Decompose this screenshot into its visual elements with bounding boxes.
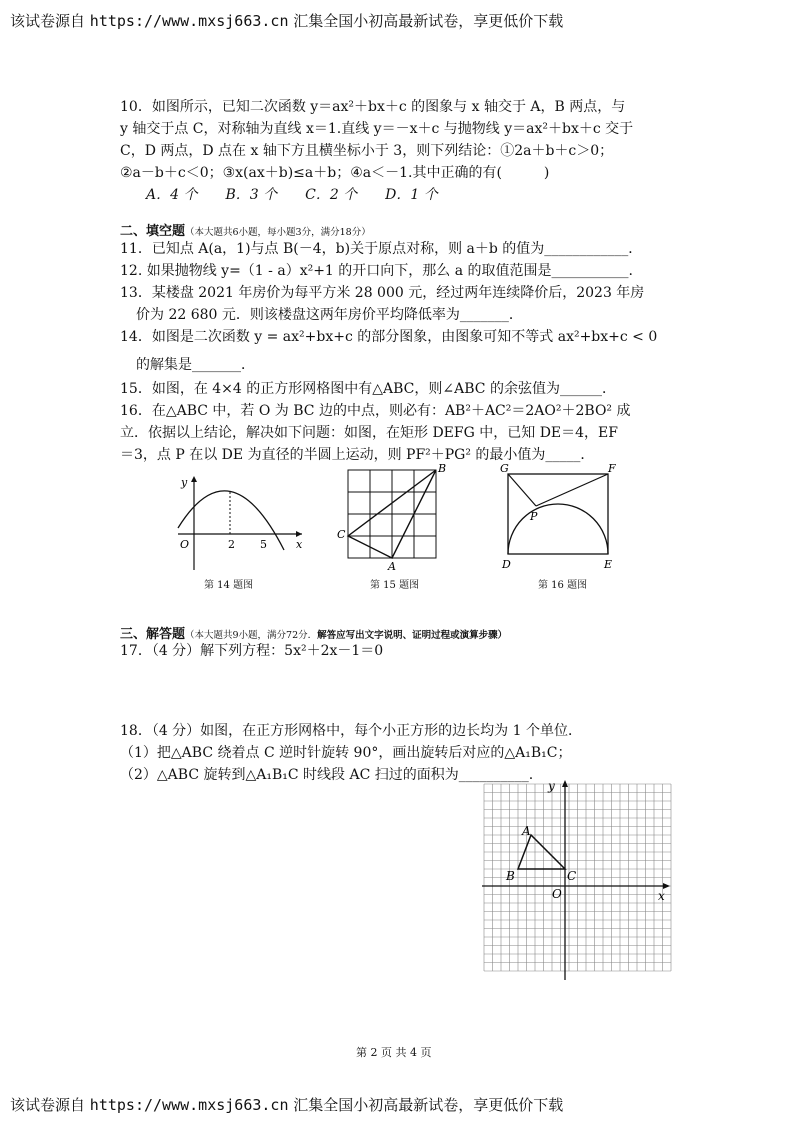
fig15-grid bbox=[348, 470, 436, 558]
fig16-rectangle-defg bbox=[508, 474, 608, 554]
fig14-caption: 第 14 题图 bbox=[204, 580, 254, 591]
fig15-label-c: C bbox=[337, 528, 346, 541]
header-prefix: 该试卷源自 bbox=[10, 12, 86, 30]
question-11: 11．已知点 A(a，1)与点 B(－4，b)关于原点对称，则 a＋b 的值为____________． bbox=[120, 241, 643, 257]
fig14-tick-5: 5 bbox=[260, 538, 267, 551]
fig15-label-b: B bbox=[438, 462, 447, 475]
fig18-label-b: B bbox=[506, 869, 515, 883]
question-13 bbox=[120, 282, 644, 326]
fig16-caption: 第 16 题图 bbox=[538, 580, 588, 591]
fig14-origin-label: O bbox=[180, 538, 190, 551]
section-2-heading bbox=[120, 220, 371, 239]
section-3-title: 三、解答题 bbox=[120, 627, 186, 642]
q14-line2: 的解集是_______． bbox=[136, 357, 255, 373]
fig16-label-p: P bbox=[530, 510, 538, 523]
fig18-x-label: x bbox=[658, 889, 665, 903]
question-10 bbox=[120, 96, 633, 206]
section-3-note: （本大题共9小题，满分72分． bbox=[185, 630, 318, 641]
question-12: 12. 如果抛物线 y=（1 - a）x²+1 的开口向下，那么 a 的取值范围是___________. bbox=[120, 263, 633, 279]
footer-url-link[interactable]: https://www.mxsj663.cn bbox=[89, 1096, 289, 1114]
q10-options: A．4 个 B．3 个 C．2 个 D．1 个 bbox=[146, 187, 438, 203]
question-16 bbox=[120, 400, 631, 466]
q14-line1: 14．如图是二次函数 y = ax²+bx+c 的部分图象，由图象可知不等式 ax²+bx+c < 0 bbox=[120, 329, 658, 345]
q10-line3: C，D 两点，D 点在 x 轴下方且横坐标小于 3，则下列结论：①2a＋b＋c＞0； bbox=[120, 143, 614, 159]
q13-line1: 13．某楼盘 2021 年房价为每平方米 28 000 元，经过两年连续降价后，2023 年房 bbox=[120, 285, 645, 301]
q18-line1: 18．（4 分）如图，在正方形网格中，每个小正方形的边长均为 1 个单位． bbox=[120, 723, 582, 739]
fig14-y-label: y bbox=[181, 476, 188, 489]
footer-suffix: 汇集全国小初高最新试卷，享更低价下载 bbox=[293, 1096, 564, 1114]
fig16-label-g: G bbox=[500, 462, 509, 475]
fig16-segment-pg bbox=[508, 474, 536, 506]
page-header bbox=[10, 10, 563, 31]
fig16-label-e: E bbox=[604, 558, 613, 571]
figure-18 bbox=[476, 776, 676, 986]
section-2-note: （本大题共6小题，每小题3分，满分18分） bbox=[185, 227, 371, 238]
figure-14 bbox=[172, 472, 312, 572]
q10-line1: 10．如图所示，已知二次函数 y＝ax²＋bx＋c 的图象与 x 轴交于 A，B 两点，与 bbox=[120, 99, 626, 115]
fig16-segment-pf bbox=[536, 474, 608, 506]
fig16-semicircle bbox=[508, 504, 608, 554]
figure-16 bbox=[496, 460, 620, 572]
fig18-y-label: y bbox=[548, 779, 555, 793]
fig14-x-arrow bbox=[296, 531, 302, 537]
fig14-tick-2: 2 bbox=[228, 538, 235, 551]
fig16-label-f: F bbox=[608, 462, 616, 475]
q16-line1: 16．在△ABC 中，若 O 为 BC 边的中点，则必有：AB²＋AC²＝2AO²＋2BO² 成 bbox=[120, 403, 631, 419]
header-suffix: 汇集全国小初高最新试卷，享更低价下载 bbox=[293, 12, 564, 30]
figure-15 bbox=[334, 462, 454, 572]
section-2-title: 二、填空题 bbox=[120, 224, 186, 239]
q16-line2: 立．依据以上结论，解决如下问题：如图，在矩形 DEFG 中，已知 DE＝4，EF bbox=[120, 425, 618, 441]
fig14-x-label: x bbox=[296, 538, 303, 551]
fig18-label-c: C bbox=[567, 869, 577, 883]
q18-line3: （2）△ABC 旋转到△A₁B₁C 时线段 AC 扫过的面积为__________. bbox=[120, 767, 534, 783]
q10-line2: y 轴交于点 C，对称轴为直线 x＝1.直线 y＝－x＋c 与抛物线 y＝ax²＋bx＋c 交于 bbox=[120, 121, 634, 137]
fig18-origin-label: O bbox=[552, 887, 562, 901]
question-15: 15．如图，在 4×4 的正方形网格图中有△ABC，则∠ABC 的余弦值为______． bbox=[120, 381, 616, 397]
fig18-label-a: A bbox=[522, 824, 531, 838]
q16-line3: ＝3，点 P 在以 DE 为直径的半圆上运动，则 PF²＋PG² 的最小值为_____． bbox=[120, 447, 595, 463]
q10-line4: ②a－b＋c＜0；③x(ax＋b)≤a＋b；④a＜－1.其中正确的有( ) bbox=[120, 165, 550, 181]
fig15-label-a: A bbox=[388, 560, 396, 572]
page-footer-source bbox=[10, 1094, 563, 1115]
footer-prefix: 该试卷源自 bbox=[10, 1096, 86, 1114]
question-17: 17．（4 分）解下列方程：5x²＋2x－1＝0 bbox=[120, 643, 384, 659]
fig14-y-arrow bbox=[191, 476, 197, 482]
page-number: 第 2 页 共 4 页 bbox=[356, 1046, 432, 1059]
section-3-note-bold: 解答应写出文字说明、证明过程或演算步骤） bbox=[317, 630, 508, 641]
fig16-label-d: D bbox=[502, 558, 511, 571]
question-14 bbox=[120, 326, 657, 376]
fig18-y-arrow bbox=[562, 780, 568, 787]
header-url-link[interactable]: https://www.mxsj663.cn bbox=[89, 12, 289, 30]
q13-line2: 价为 22 680 元．则该楼盘这两年房价平均降低率为_______． bbox=[136, 307, 523, 323]
q18-line2: （1）把△ABC 绕着点 C 逆时针旋转 90°，画出旋转后对应的△A₁B₁C； bbox=[120, 745, 572, 761]
fig15-caption: 第 15 题图 bbox=[370, 580, 420, 591]
